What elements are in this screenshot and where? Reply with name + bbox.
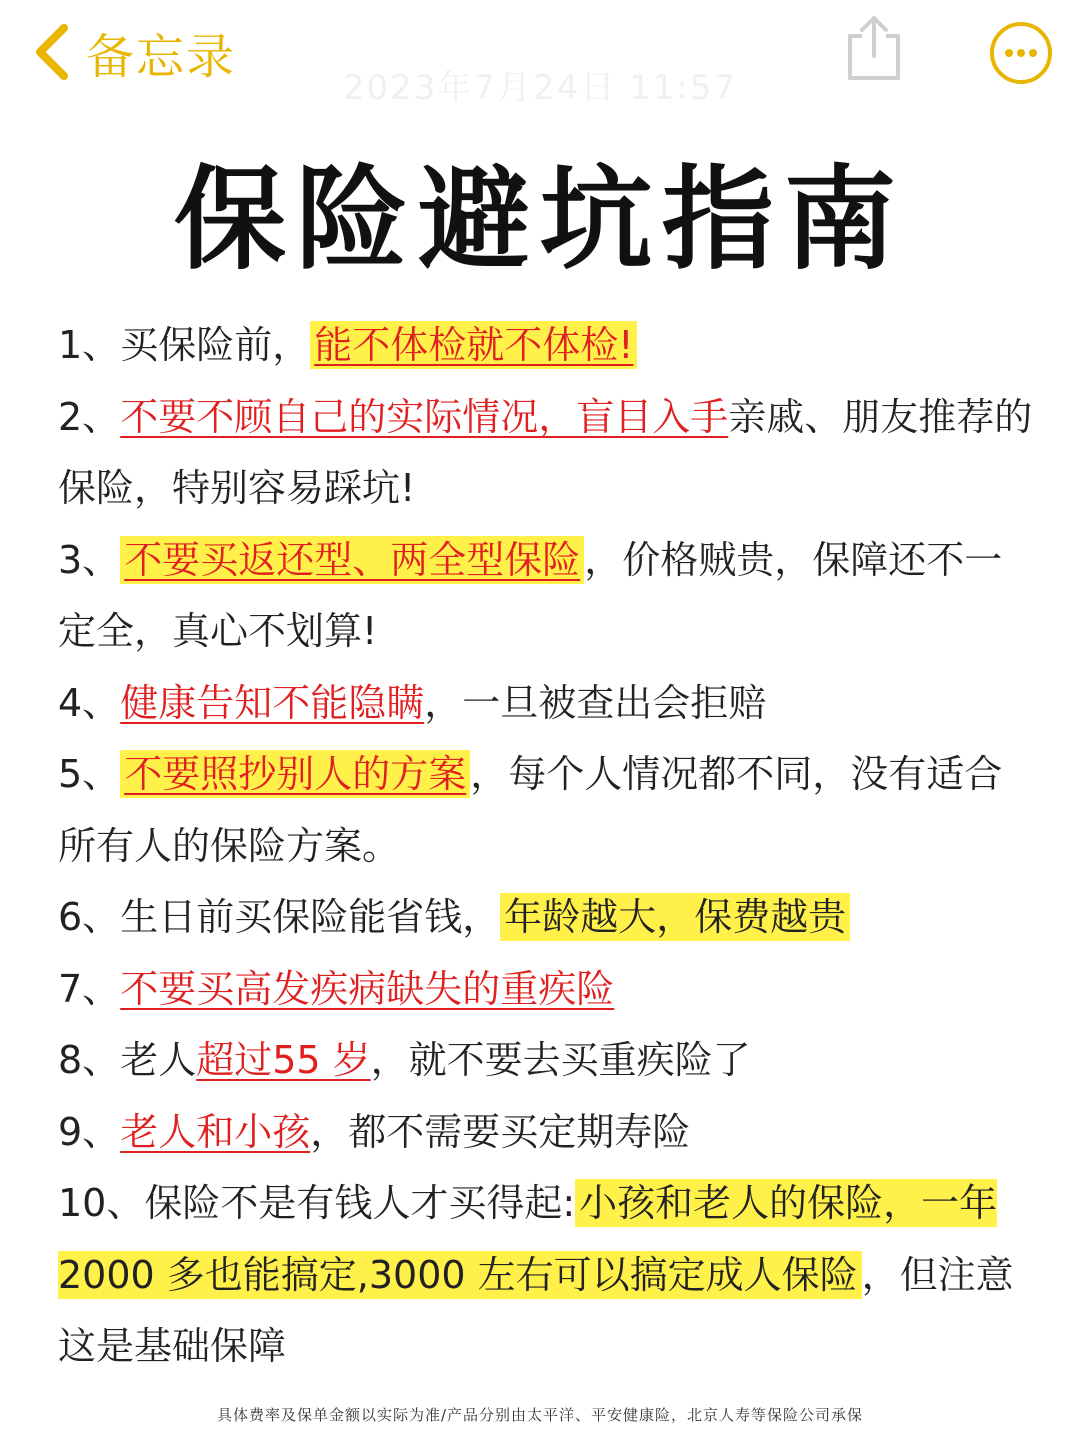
back-label: 备忘录	[86, 28, 237, 85]
item-text: ，就不要去买重疾险了	[370, 1038, 751, 1082]
item-emphasis: 老人和小孩	[120, 1109, 311, 1154]
item-number: 6、	[58, 895, 121, 939]
item-text: 老人	[120, 1038, 197, 1082]
note-body[interactable]	[58, 310, 1038, 1383]
item-emphasis: 小孩和老人的保险，一年2000 多也能搞定,3000 左右可以搞定成人保险	[58, 1181, 998, 1297]
note-timestamp: 2023年7月24日 11:57	[342, 68, 738, 108]
item-text: ，每个人情况都不同，没有适合所有人的保险方案。	[58, 752, 1003, 868]
item-text: 买保险前，	[120, 323, 311, 367]
item-text: ，一旦被查出会拒赔	[424, 680, 767, 725]
item-text: ，都不需要买定期寿险	[310, 1109, 691, 1154]
item-number: 4、	[58, 680, 121, 725]
list-item-5	[58, 739, 1038, 882]
list-item-4	[58, 668, 1038, 740]
item-emphasis: 不要照抄别人的方案	[120, 750, 470, 798]
list-item-2	[58, 382, 1038, 525]
item-number: 9、	[58, 1109, 121, 1154]
item-emphasis: 能不体检就不体检!	[310, 321, 637, 369]
disclaimer-footer: 具体费率及保单金额以实际为准/产品分别由太平洋、平安健康险，北京人寿等保险公司承保	[216, 1406, 864, 1424]
list-item-1	[58, 310, 1038, 382]
item-emphasis: 超过55 岁	[196, 1038, 371, 1082]
item-number: 7、	[58, 966, 121, 1011]
list-item-3	[58, 525, 1038, 668]
list-item-6	[58, 882, 1038, 954]
item-number: 10、	[58, 1181, 145, 1225]
item-text: 亲戚、朋友推荐的保险，特别容易踩坑!	[58, 394, 1033, 510]
item-emphasis: 不要不顾自己的实际情况，盲目入手	[120, 394, 729, 439]
item-number: 8、	[58, 1038, 121, 1082]
list-item-10	[58, 1168, 1038, 1383]
item-text: ，价格贼贵，保障还不一定全，真心不划算!	[58, 537, 1003, 653]
item-number: 1、	[58, 323, 121, 367]
item-text: 生日前买保险能省钱，	[120, 895, 501, 939]
page-title: 保险避坑指南	[174, 155, 906, 285]
item-emphasis: 不要买返还型、两全型保险	[120, 536, 584, 584]
item-text: ，但注意这是基础保障	[58, 1252, 1014, 1368]
item-number: 5、	[58, 752, 121, 796]
list-item-7	[58, 954, 1038, 1026]
item-text: 保险不是有钱人才买得起:	[144, 1181, 576, 1225]
item-emphasis: 健康告知不能隐瞒	[120, 680, 425, 725]
list-item-9	[58, 1097, 1038, 1169]
item-emphasis: 不要买高发疾病缺失的重疾险	[120, 966, 615, 1011]
item-number: 2、	[58, 394, 121, 439]
list-item-8	[58, 1025, 1038, 1097]
item-number: 3、	[58, 537, 121, 582]
item-emphasis: 年龄越大，保费越贵	[500, 893, 850, 941]
